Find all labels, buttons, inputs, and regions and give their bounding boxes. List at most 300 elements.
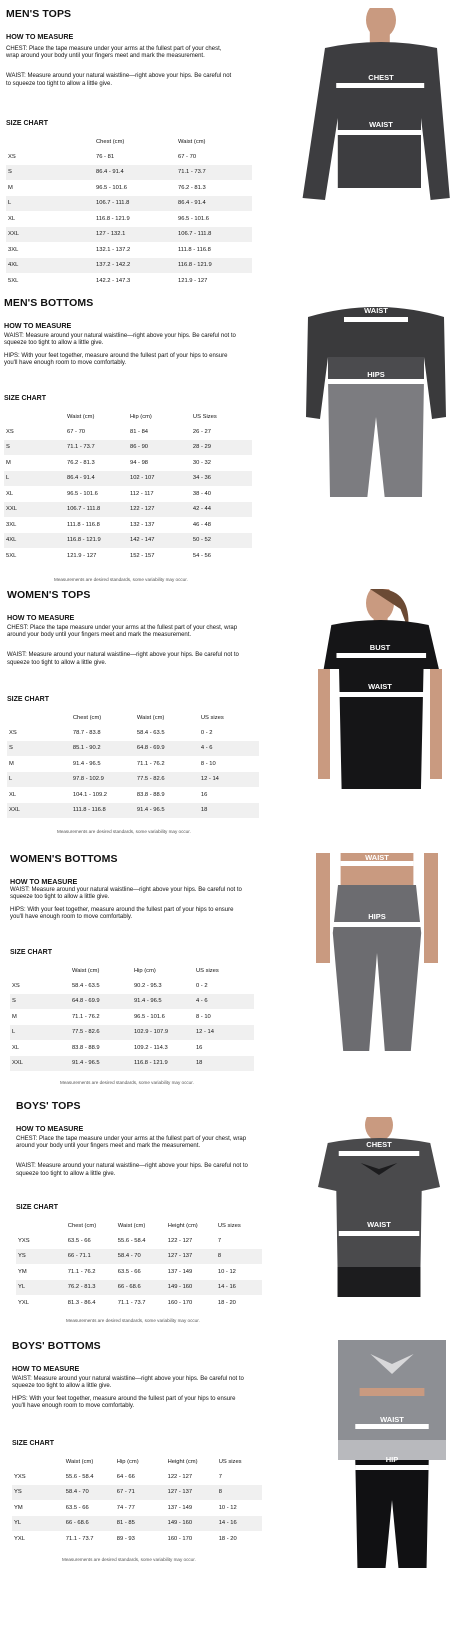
measurement-cell: 96.5 - 101.6 bbox=[66, 490, 98, 497]
measurement-cell: 137 - 149 bbox=[167, 1504, 193, 1511]
table-row bbox=[7, 756, 259, 772]
measurement-cell: 132 - 137 bbox=[129, 521, 155, 528]
how-to-measure-heading: HOW TO MEASURE bbox=[7, 613, 75, 622]
measurement-cell: 50 - 52 bbox=[191, 533, 252, 549]
measurement-cell: 4 - 6 bbox=[194, 994, 254, 1010]
size-cell: XXL bbox=[7, 803, 71, 819]
measurement-cell: 102 - 107 bbox=[128, 471, 191, 487]
table-row bbox=[7, 787, 259, 803]
measurement-cell: 116.8 - 121.9 bbox=[96, 215, 130, 222]
measurement-cell: 116.8 - 121.9 bbox=[65, 533, 128, 549]
measurement-cell: 149 - 160 bbox=[166, 1516, 217, 1532]
measurement-cell: 86.4 - 91.4 bbox=[176, 196, 252, 212]
section-boys-bottoms bbox=[0, 1340, 474, 1630]
table-row bbox=[7, 725, 259, 741]
measurement-cell: 4 - 6 bbox=[199, 741, 259, 757]
model-figure bbox=[304, 297, 448, 499]
size-cell: L bbox=[6, 196, 94, 212]
size-cell: 3XL bbox=[6, 521, 17, 528]
measure-instruction: WAIST: Measure around your natural waistline—right above your hips. Be careful not to squeeze too tight to allow a little give. bbox=[10, 887, 242, 901]
measurement-cell: 142.2 - 147.3 bbox=[96, 277, 131, 284]
table-row bbox=[10, 1056, 254, 1072]
section-title: BOYS' TOPS bbox=[16, 1100, 81, 1112]
how-to-measure-heading: HOW TO MEASURE bbox=[16, 1124, 84, 1133]
table-row bbox=[7, 803, 259, 819]
measure-label: BUST bbox=[369, 643, 391, 652]
measurement-note: Measurements are desired standards, some variability may occur. bbox=[60, 1080, 194, 1085]
measurement-cell: 86.4 - 91.4 bbox=[65, 471, 128, 487]
column-header: Chest (cm) bbox=[72, 715, 102, 721]
waist-tape bbox=[344, 317, 408, 322]
measurement-cell: 111.8 - 116.8 bbox=[178, 246, 211, 253]
table-row bbox=[12, 1500, 262, 1516]
section-mens-tops bbox=[0, 8, 474, 298]
size-cell: XXL bbox=[4, 502, 65, 518]
column-header: Waist (cm) bbox=[136, 715, 165, 721]
waist-tape bbox=[339, 1231, 420, 1236]
measurement-cell: 18 bbox=[199, 803, 259, 819]
measurement-cell: 8 bbox=[217, 1485, 262, 1501]
measurement-cell: 7 bbox=[218, 1473, 222, 1480]
column-header: US sizes bbox=[195, 968, 219, 974]
size-cell: 3XL bbox=[8, 246, 19, 253]
measurement-cell: 38 - 40 bbox=[192, 490, 211, 497]
size-table bbox=[16, 1219, 262, 1311]
measurement-cell: 81 - 84 bbox=[129, 428, 149, 435]
measurement-cell: 10 - 12 bbox=[217, 1268, 236, 1275]
table-row bbox=[4, 455, 252, 471]
measurement-cell: 96.5 - 101.6 bbox=[178, 215, 209, 222]
head-shape bbox=[365, 1117, 393, 1141]
measurement-cell: 91.4 - 96.5 bbox=[135, 803, 199, 819]
table-row bbox=[4, 471, 252, 487]
table-row bbox=[4, 517, 252, 533]
measurement-cell: 71.1 - 73.7 bbox=[65, 1535, 94, 1542]
size-cell: S bbox=[10, 994, 70, 1010]
measurement-cell: 96.5 - 101.6 bbox=[96, 184, 127, 191]
size-cell: M bbox=[9, 760, 14, 767]
pants-shape bbox=[355, 1460, 428, 1568]
measurement-cell: 83.8 - 88.9 bbox=[136, 791, 165, 798]
measurement-cell: 104.1 - 109.2 bbox=[72, 791, 108, 798]
table-row bbox=[12, 1516, 262, 1532]
column-header bbox=[6, 135, 94, 149]
measurement-note: Measurements are desired standards, some variability may occur. bbox=[62, 1557, 196, 1562]
column-header: Height (cm) bbox=[167, 1223, 198, 1229]
column-header: Hip (cm) bbox=[116, 1459, 139, 1465]
size-cell: XL bbox=[12, 1044, 20, 1051]
column-header: US Sizes bbox=[192, 414, 217, 420]
measure-label: HIPS bbox=[368, 912, 386, 921]
size-cell: XS bbox=[9, 729, 17, 736]
measurement-cell: 86 - 90 bbox=[128, 440, 191, 456]
size-cell: M bbox=[12, 1013, 17, 1020]
table-header-row bbox=[10, 964, 254, 978]
measurement-cell: 111.8 - 116.8 bbox=[71, 803, 135, 819]
measurement-cell: 16 bbox=[200, 791, 208, 798]
measurement-cell: 76.2 - 81.3 bbox=[66, 459, 95, 466]
how-to-measure-heading: HOW TO MEASURE bbox=[10, 877, 78, 886]
table-row bbox=[4, 533, 252, 549]
table-header-row bbox=[7, 711, 259, 725]
section-mens-bottoms bbox=[0, 297, 474, 587]
measurement-cell: 66 - 68.6 bbox=[116, 1280, 166, 1296]
size-chart-heading: SIZE CHART bbox=[12, 1440, 54, 1447]
measurement-cell: 64 - 66 bbox=[116, 1473, 135, 1480]
measurement-cell: 8 - 10 bbox=[200, 760, 216, 767]
table-row bbox=[7, 741, 259, 757]
column-header: Height (cm) bbox=[167, 1459, 198, 1465]
section-title: MEN'S TOPS bbox=[6, 8, 72, 20]
column-header: Waist (cm) bbox=[71, 968, 100, 974]
measure-label: WAIST bbox=[365, 853, 389, 862]
measurement-cell: 66 - 71.1 bbox=[66, 1249, 116, 1265]
table-row bbox=[4, 486, 252, 502]
neck-shape bbox=[370, 30, 390, 44]
how-to-measure-heading: HOW TO MEASURE bbox=[12, 1364, 80, 1373]
measurement-cell: 122 - 127 bbox=[128, 502, 191, 518]
measurement-cell: 142 - 147 bbox=[128, 533, 191, 549]
size-cell: L bbox=[7, 772, 71, 788]
column-header: Chest (cm) bbox=[67, 1223, 97, 1229]
measurement-cell: 54 - 56 bbox=[192, 552, 211, 559]
measure-label: WAIST bbox=[368, 682, 392, 691]
measurement-cell: 152 - 157 bbox=[129, 552, 155, 559]
table-row bbox=[6, 227, 252, 243]
measurement-cell: 71.1 - 76.2 bbox=[71, 1013, 100, 1020]
measurement-cell: 63.5 - 66 bbox=[65, 1504, 89, 1511]
measure-instruction: WAIST: Measure around your natural waistline—right above your hips. Be careful not to squeeze too tight to allow a little give. bbox=[6, 73, 232, 87]
table-row bbox=[12, 1531, 262, 1547]
measurement-cell: 14 - 16 bbox=[217, 1516, 262, 1532]
size-chart-heading: SIZE CHART bbox=[7, 696, 49, 703]
size-cell: XS bbox=[6, 428, 14, 435]
column-header: Waist (cm) bbox=[117, 1223, 146, 1229]
measurement-cell: 12 - 14 bbox=[194, 1025, 254, 1041]
chest-tape bbox=[336, 83, 424, 88]
column-header: Hip (cm) bbox=[129, 414, 152, 420]
measurement-cell: 137.2 - 142.2 bbox=[94, 258, 176, 274]
measurement-cell: 7 bbox=[217, 1237, 222, 1244]
table-header-row bbox=[12, 1455, 262, 1469]
how-to-measure-heading: HOW TO MEASURE bbox=[4, 321, 72, 330]
table-row bbox=[4, 440, 252, 456]
measurement-cell: 116.8 - 121.9 bbox=[132, 1056, 194, 1072]
measure-instruction: WAIST: Measure around your natural waistline—right above your hips. Be careful not to squeeze too tight to allow a little give. bbox=[7, 652, 239, 666]
table-row bbox=[6, 196, 252, 212]
size-cell: XXL bbox=[6, 227, 94, 243]
measurement-cell: 122 - 127 bbox=[167, 1237, 193, 1244]
column-header: Chest (cm) bbox=[96, 139, 125, 145]
table-header-row bbox=[16, 1219, 262, 1233]
measurement-cell: 91.4 - 96.5 bbox=[132, 994, 194, 1010]
size-cell: YXS bbox=[14, 1473, 26, 1480]
size-cell: YL bbox=[12, 1516, 64, 1532]
size-table bbox=[7, 711, 259, 818]
measurement-cell: 102.9 - 107.9 bbox=[132, 1025, 194, 1041]
measure-instruction: CHEST: Place the tape measure under your arms at the fullest part of your chest, wrap around your body until your fingers meet and mark the measurement. bbox=[16, 1136, 247, 1150]
hands-shape bbox=[360, 1388, 425, 1396]
table-row bbox=[10, 1040, 254, 1056]
measurement-cell: 16 bbox=[195, 1044, 203, 1051]
measurement-cell: 109.2 - 114.3 bbox=[133, 1044, 168, 1051]
column-header bbox=[7, 711, 71, 725]
measurement-cell: 46 - 48 bbox=[192, 521, 211, 528]
size-cell: YM bbox=[14, 1504, 23, 1511]
measurement-cell: 67 - 70 bbox=[66, 428, 86, 435]
column-header: US sizes bbox=[218, 1459, 242, 1465]
column-header bbox=[4, 410, 65, 424]
size-cell: XS bbox=[8, 153, 16, 160]
table-row bbox=[6, 273, 252, 289]
measurement-cell: 71.1 - 76.2 bbox=[67, 1268, 96, 1275]
measurement-cell: 106.7 - 111.8 bbox=[94, 196, 176, 212]
measurement-cell: 96.5 - 101.6 bbox=[133, 1013, 165, 1020]
measurement-cell: 34 - 36 bbox=[191, 471, 252, 487]
column-header: Waist (cm) bbox=[178, 139, 206, 145]
measurement-cell: 18 - 20 bbox=[217, 1299, 236, 1306]
measurement-cell: 76.2 - 81.3 bbox=[178, 184, 206, 191]
size-cell: YS bbox=[12, 1485, 64, 1501]
measurement-cell: 90.2 - 95.3 bbox=[133, 982, 162, 989]
size-cell: S bbox=[7, 741, 71, 757]
measurement-cell: 0 - 2 bbox=[200, 729, 213, 736]
measurement-cell: 81.3 - 86.4 bbox=[67, 1299, 96, 1306]
table-row bbox=[16, 1233, 262, 1249]
column-header bbox=[10, 964, 70, 978]
size-table bbox=[6, 135, 252, 289]
measurement-cell: 58.4 - 63.5 bbox=[71, 982, 100, 989]
measurement-cell: 8 - 10 bbox=[195, 1013, 211, 1020]
waist-tape bbox=[336, 130, 421, 135]
chest-tape bbox=[339, 1151, 420, 1156]
right-arm-shape bbox=[424, 853, 438, 963]
measurement-cell: 55.6 - 58.4 bbox=[117, 1237, 146, 1244]
size-cell: 5XL bbox=[6, 552, 17, 559]
measurement-cell: 71.1 - 73.7 bbox=[176, 165, 252, 181]
measurement-cell: 55.6 - 58.4 bbox=[65, 1473, 94, 1480]
measurement-cell: 58.4 - 70 bbox=[64, 1485, 115, 1501]
measure-label: CHEST bbox=[366, 1140, 392, 1149]
measurement-cell: 64.8 - 69.9 bbox=[70, 994, 132, 1010]
waist-tape bbox=[355, 1424, 428, 1429]
left-arm-shape bbox=[316, 853, 330, 963]
size-cell: L bbox=[10, 1025, 70, 1041]
size-cell: M bbox=[8, 184, 13, 191]
size-cell: XS bbox=[12, 982, 20, 989]
column-header: Hip (cm) bbox=[133, 968, 156, 974]
table-row bbox=[12, 1469, 262, 1485]
measurement-cell: 63.5 - 66 bbox=[67, 1237, 91, 1244]
size-cell: YL bbox=[16, 1280, 66, 1296]
model-figure bbox=[293, 8, 453, 213]
table-row bbox=[16, 1264, 262, 1280]
table-row bbox=[4, 424, 252, 440]
measurement-cell: 89 - 93 bbox=[116, 1535, 135, 1542]
model-figure bbox=[338, 1340, 446, 1568]
section-title: MEN'S BOTTOMS bbox=[4, 297, 94, 309]
measure-label: CHEST bbox=[368, 73, 394, 82]
measurement-cell: 97.8 - 102.9 bbox=[71, 772, 135, 788]
size-cell: XL bbox=[8, 215, 16, 222]
size-cell: XL bbox=[6, 490, 14, 497]
size-cell: 4XL bbox=[6, 258, 94, 274]
measurement-cell: 67 - 70 bbox=[178, 153, 197, 160]
measurement-cell: 116.8 - 121.9 bbox=[176, 258, 252, 274]
size-table bbox=[4, 410, 252, 564]
measurement-cell: 127 - 132.1 bbox=[94, 227, 176, 243]
table-row bbox=[10, 978, 254, 994]
measurement-cell: 91.4 - 96.5 bbox=[70, 1056, 132, 1072]
pants-shape bbox=[328, 379, 424, 497]
measurement-cell: 67 - 71 bbox=[115, 1485, 166, 1501]
measurement-cell: 42 - 44 bbox=[191, 502, 252, 518]
measurement-note: Measurements are desired standards, some variability may occur. bbox=[66, 1318, 200, 1323]
measurement-cell: 132.1 - 137.2 bbox=[96, 246, 131, 253]
table-row bbox=[16, 1295, 262, 1311]
size-chart-heading: SIZE CHART bbox=[16, 1204, 58, 1211]
size-cell: S bbox=[4, 440, 65, 456]
measurement-cell: 26 - 27 bbox=[192, 428, 211, 435]
measurement-cell: 71.1 - 76.2 bbox=[136, 760, 165, 767]
section-title: WOMEN'S BOTTOMS bbox=[10, 853, 118, 865]
measurement-cell: 160 - 170 bbox=[167, 1535, 193, 1542]
measurement-cell: 121.9 - 127 bbox=[66, 552, 97, 559]
size-cell: 4XL bbox=[4, 533, 65, 549]
size-table bbox=[12, 1455, 262, 1547]
size-cell: YS bbox=[16, 1249, 66, 1265]
measurement-cell: 160 - 170 bbox=[167, 1299, 193, 1306]
measurement-cell: 18 - 20 bbox=[218, 1535, 237, 1542]
measurement-cell: 74 - 77 bbox=[116, 1504, 135, 1511]
measure-instruction: CHEST: Place the tape measure under your arms at the fullest part of your chest, wrap around your body until your fingers meet and mark the measurement. bbox=[6, 46, 222, 60]
table-row bbox=[16, 1280, 262, 1296]
shorts-shape bbox=[338, 1267, 421, 1297]
left-arm-shape bbox=[318, 669, 330, 779]
measurement-cell: 76 - 81 bbox=[96, 153, 115, 160]
size-cell: YXL bbox=[18, 1299, 29, 1306]
measurement-cell: 71.1 - 73.7 bbox=[117, 1299, 146, 1306]
measurement-cell: 77.5 - 82.6 bbox=[70, 1025, 132, 1041]
shirt-shape bbox=[318, 1138, 440, 1267]
table-row bbox=[6, 258, 252, 274]
table-row bbox=[12, 1485, 262, 1501]
measurement-cell: 76.2 - 81.3 bbox=[66, 1280, 116, 1296]
bust-tape bbox=[336, 653, 426, 658]
measure-label: WAIST bbox=[367, 1220, 391, 1229]
measurement-cell: 111.8 - 116.8 bbox=[66, 521, 100, 528]
measurement-note: Measurements are desired standards, some variability may occur. bbox=[57, 829, 191, 834]
size-cell: YXS bbox=[18, 1237, 30, 1244]
measurement-cell: 18 bbox=[194, 1056, 254, 1072]
measurement-cell: 10 - 12 bbox=[218, 1504, 237, 1511]
size-cell: XL bbox=[9, 791, 17, 798]
measurement-cell: 106.7 - 111.8 bbox=[65, 502, 128, 518]
measurement-cell: 149 - 160 bbox=[166, 1280, 216, 1296]
measurement-cell: 63.5 - 66 bbox=[117, 1268, 141, 1275]
hips-tape bbox=[328, 379, 424, 384]
measurement-cell: 71.1 - 73.7 bbox=[65, 440, 128, 456]
table-row bbox=[6, 165, 252, 181]
size-cell: YXL bbox=[14, 1535, 25, 1542]
size-cell: YM bbox=[18, 1268, 27, 1275]
measure-instruction: HIPS: With your feet together, measure around the fullest part of your hips to ensure you'll have enough room to move comfortably. bbox=[4, 352, 228, 367]
measurement-cell: 112 - 117 bbox=[129, 490, 154, 497]
measurement-cell: 12 - 14 bbox=[199, 772, 259, 788]
size-cell: XXL bbox=[10, 1056, 70, 1072]
measurement-cell: 127 - 137 bbox=[166, 1249, 216, 1265]
measurement-note: Measurements are desired standards, some variability may occur. bbox=[54, 577, 188, 582]
section-womens-tops bbox=[0, 589, 474, 879]
measurement-cell: 127 - 137 bbox=[166, 1485, 217, 1501]
measure-label: WAIST bbox=[380, 1415, 404, 1424]
measure-instruction: CHEST: Place the tape measure under your arms at the fullest part of your chest, wrap around your body until your fingers meet and mark the measurement. bbox=[7, 625, 238, 639]
measurement-cell: 83.8 - 88.9 bbox=[71, 1044, 100, 1051]
table-row bbox=[4, 548, 252, 564]
column-header: US sizes bbox=[200, 715, 224, 721]
measurement-cell: 121.9 - 127 bbox=[178, 277, 208, 284]
measure-instruction: WAIST: Measure around your natural waistline—right above your hips. Be careful not to squeeze too tight to allow a little give. bbox=[4, 333, 236, 347]
measurement-cell: 77.5 - 82.6 bbox=[135, 772, 199, 788]
section-title: WOMEN'S TOPS bbox=[7, 589, 91, 601]
measure-label: WAIST bbox=[369, 120, 393, 129]
table-row bbox=[6, 211, 252, 227]
size-chart-heading: SIZE CHART bbox=[10, 949, 52, 956]
measurement-cell: 86.4 - 91.4 bbox=[94, 165, 176, 181]
right-arm-shape bbox=[430, 669, 442, 779]
measure-instruction: WAIST: Measure around your natural waistline—right above your hips. Be careful not to squeeze too tight to allow a little give. bbox=[12, 1376, 244, 1390]
column-header: Waist (cm) bbox=[65, 1459, 94, 1465]
measurement-cell: 64.8 - 69.9 bbox=[135, 741, 199, 757]
column-header: Waist (cm) bbox=[66, 414, 95, 420]
size-cell: L bbox=[4, 471, 65, 487]
measurement-cell: 85.1 - 90.2 bbox=[71, 741, 135, 757]
table-row bbox=[6, 180, 252, 196]
measure-instruction: WAIST: Measure around your natural waistline—right above your hips. Be careful not to squeeze too tight to allow a little give. bbox=[16, 1163, 248, 1177]
table-row bbox=[10, 1025, 254, 1041]
table-row bbox=[10, 994, 254, 1010]
measurement-cell: 106.7 - 111.8 bbox=[176, 227, 252, 243]
table-row bbox=[6, 242, 252, 258]
section-title: BOYS' BOTTOMS bbox=[12, 1340, 101, 1352]
measurement-cell: 78.7 - 83.8 bbox=[72, 729, 101, 736]
hip-tape bbox=[355, 1465, 428, 1470]
measurement-cell: 91.4 - 96.5 bbox=[72, 760, 101, 767]
measure-label: HIPS bbox=[367, 370, 385, 379]
measurement-cell: 94 - 98 bbox=[129, 459, 149, 466]
leggings-shape bbox=[333, 885, 421, 1051]
column-header bbox=[12, 1455, 64, 1469]
measurement-cell: 137 - 149 bbox=[167, 1268, 193, 1275]
model-figure bbox=[316, 589, 444, 794]
table-row bbox=[7, 772, 259, 788]
table-row bbox=[4, 502, 252, 518]
how-to-measure-heading: HOW TO MEASURE bbox=[6, 32, 74, 41]
table-row bbox=[10, 1009, 254, 1025]
measure-instruction: HIPS: With your feet together, measure around the fullest part of your hips to ensure you'll have enough room to move comfortably. bbox=[10, 906, 234, 921]
table-header-row bbox=[6, 135, 252, 149]
size-cell: M bbox=[6, 459, 11, 466]
column-header bbox=[16, 1219, 66, 1233]
measurement-cell: 122 - 127 bbox=[167, 1473, 193, 1480]
waist-tape bbox=[339, 692, 423, 697]
measurement-cell: 0 - 2 bbox=[195, 982, 208, 989]
size-cell: 5XL bbox=[8, 277, 19, 284]
measurement-cell: 58.4 - 63.5 bbox=[136, 729, 165, 736]
measurement-cell: 28 - 29 bbox=[191, 440, 252, 456]
measurement-cell: 14 - 16 bbox=[216, 1280, 262, 1296]
table-header-row bbox=[4, 410, 252, 424]
